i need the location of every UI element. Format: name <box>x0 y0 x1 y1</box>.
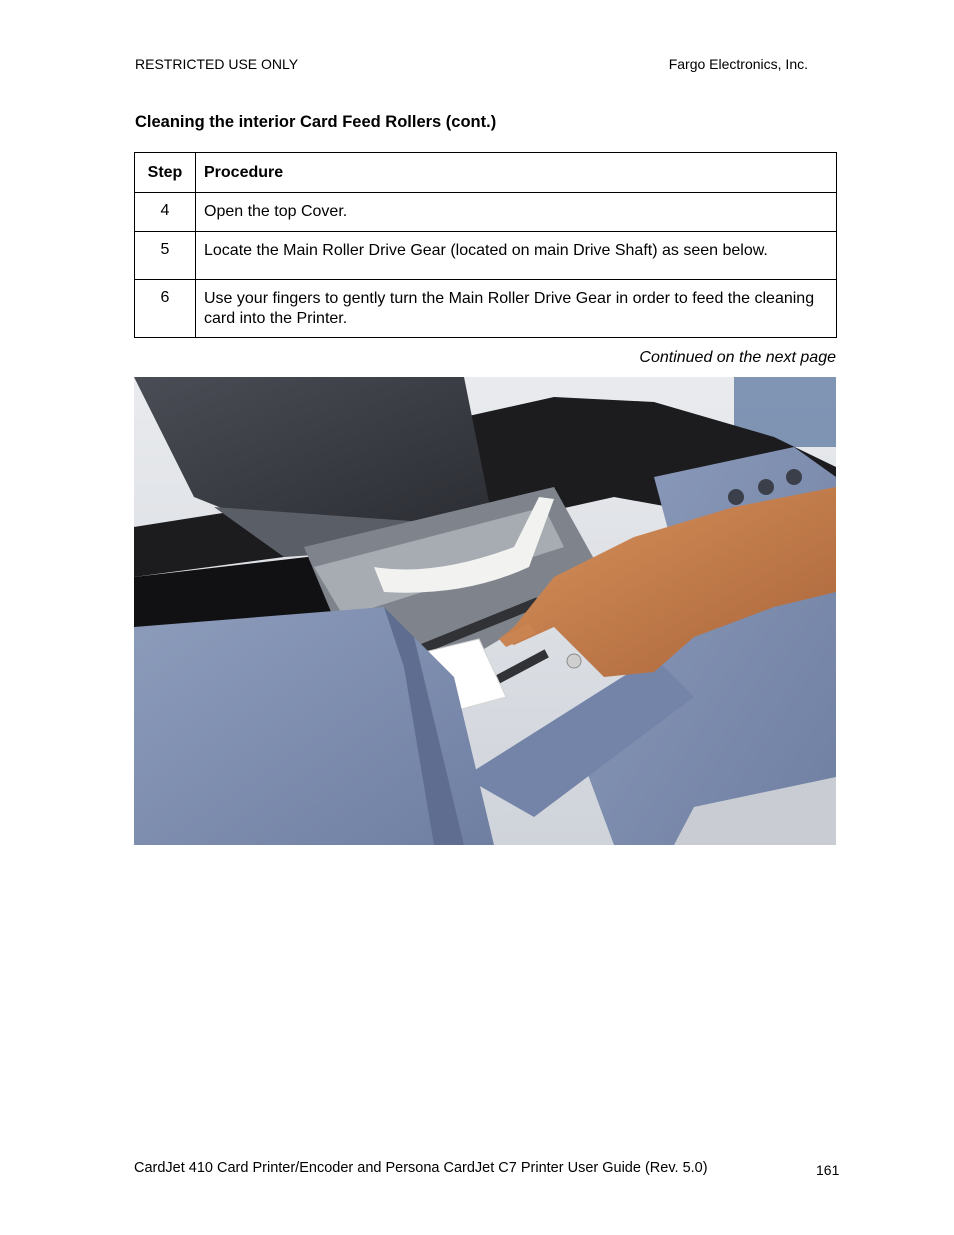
section-title: Cleaning the interior Card Feed Rollers (cont.) <box>135 113 497 131</box>
header-company: Fargo Electronics, Inc. <box>668 56 808 72</box>
column-header-procedure: Procedure <box>196 153 837 193</box>
printer-interior-photo <box>134 377 836 845</box>
footer-guide-title: CardJet 410 Card Printer/Encoder and Persona CardJet C7 Printer User Guide (Rev. 5.0) <box>134 1160 708 1176</box>
table-header-row <box>135 153 837 193</box>
procedure-text: Open the top Cover. <box>196 193 837 232</box>
table-row <box>135 280 837 338</box>
procedure-text: Use your fingers to gently turn the Main Roller Drive Gear in order to feed the cleaning card into the Printer. <box>196 280 837 338</box>
table-row <box>135 193 837 232</box>
table-row <box>135 232 837 280</box>
header-restricted: RESTRICTED USE ONLY <box>135 56 299 72</box>
column-header-step: Step <box>135 153 196 193</box>
step-number: 6 <box>135 280 196 338</box>
procedure-table <box>134 152 837 338</box>
step-number: 4 <box>135 193 196 232</box>
footer-page-number: 161 <box>816 1162 840 1178</box>
continued-note: Continued on the next page <box>639 349 836 366</box>
procedure-text: Locate the Main Roller Drive Gear (located on main Drive Shaft) as seen below. <box>196 232 837 280</box>
step-number: 5 <box>135 232 196 280</box>
